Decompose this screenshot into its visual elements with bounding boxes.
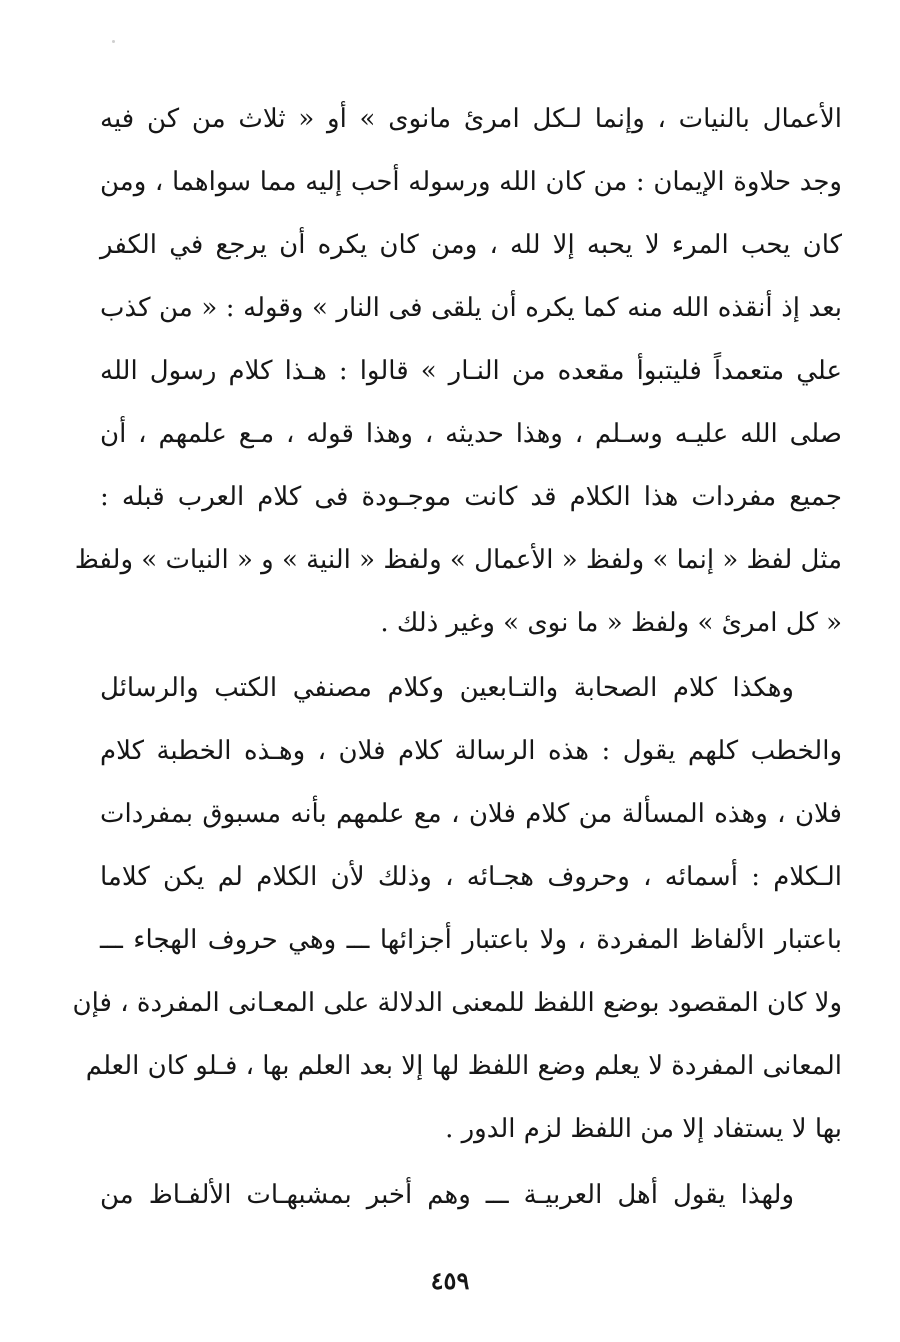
text-line: ولهذا يقول أهل العربيـة ـــ وهم أخبر بمشبهـات الألفـاظ من xyxy=(100,1180,794,1210)
text-line: « كل امرئ » ولفظ « ما نوى » وغير ذلك . xyxy=(380,608,842,638)
text-line: بعد إذ أنقذه الله منه كما يكره أن يلقى فى النار » وقوله : « من كذب xyxy=(100,293,842,323)
paragraph-3 xyxy=(100,1164,842,1227)
paragraph-1 xyxy=(74,88,842,655)
text-line: كان يحب المرء لا يحبه إلا لله ، ومن كان يكره أن يرجع في الكفر xyxy=(100,230,842,260)
text-line: الأعمال بالنيات ، وإنما لـكل امرئ مانوى » أو « ثلاث من كن فيه xyxy=(100,104,842,134)
text-line: وجد حلاوة الإيمان : من كان الله ورسوله أحب إليه مما سواهما ، ومن xyxy=(100,167,842,197)
paragraph-2 xyxy=(72,657,842,1161)
text-line: وهكذا كلام الصحابة والتـابعين وكلام مصنفي الكتب والرسائل xyxy=(100,673,794,703)
text-line: ولا كان المقصود بوضع اللفظ للمعنى الدلالة على المعـانى المفردة ، فإن xyxy=(72,988,842,1018)
text-line: علي متعمداً فليتبوأ مقعده من النـار » قالوا : هـذا كلام رسول الله xyxy=(100,356,842,386)
text-line: والخطب كلهم يقول : هذه الرسالة كلام فلان ، وهـذه الخطبة كلام xyxy=(100,736,842,766)
text-line: صلى الله عليـه وسـلم ، وهذا حديثه ، وهذا قوله ، مـع علمهم ، أن xyxy=(100,419,842,449)
text-line: المعانى المفردة لا يعلم وضع اللفظ لها إلا بعد العلم بها ، فـلو كان العلم xyxy=(85,1051,842,1081)
text-line: بها لا يستفاد إلا من اللفظ لزم الدور . xyxy=(445,1114,842,1144)
text-line: باعتبار الألفاظ المفردة ، ولا باعتبار أجزائها ـــ وهي حروف الهجاء ـــ xyxy=(100,925,842,955)
scan-speck xyxy=(112,40,115,43)
text-line: فلان ، وهذه المسألة من كلام فلان ، مع علمهم بأنه مسبوق بمفردات xyxy=(100,799,842,829)
text-line: الـكلام : أسمائه ، وحروف هجـائه ، وذلك لأن الكلام لم يكن كلاما xyxy=(100,862,842,892)
text-line: جميع مفردات هذا الكلام قد كانت موجـودة فى كلام العرب قبله : xyxy=(100,482,842,512)
page-number: ٤٥٩ xyxy=(430,1266,470,1295)
text-line: مثل لفظ « إنما » ولفظ « الأعمال » ولفظ « النية » و « النيات » ولفظ xyxy=(74,545,842,575)
